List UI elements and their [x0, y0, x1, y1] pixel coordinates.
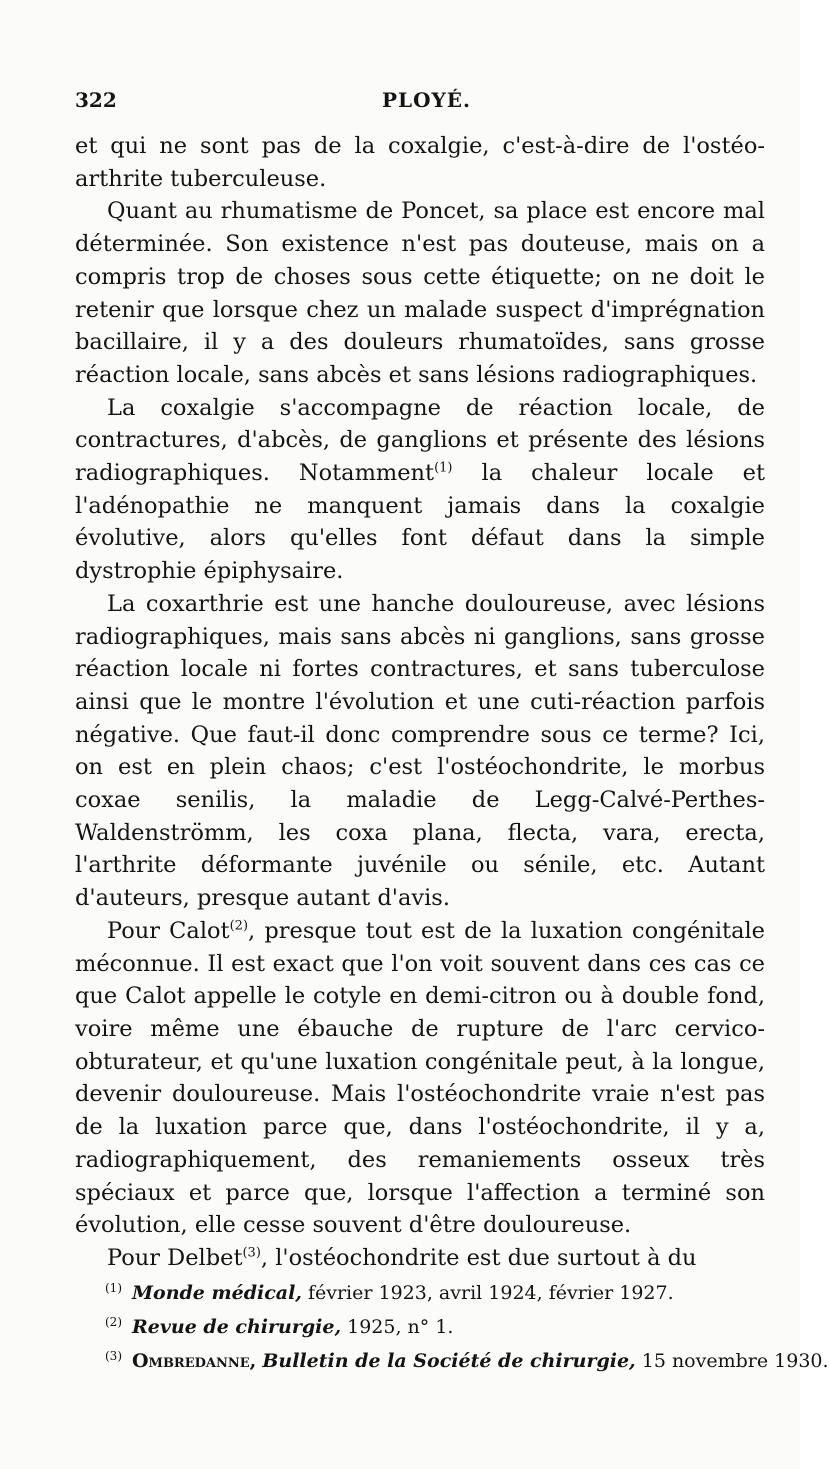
footnote-ref-3: (3): [242, 1245, 261, 1261]
footnote-source: Monde médical,: [132, 1282, 302, 1304]
footnote-details: 15 novembre 1930.: [635, 1350, 829, 1372]
page-header: [75, 88, 775, 118]
running-head: PLOYÉ.: [382, 88, 472, 112]
paragraph-3: [75, 392, 765, 588]
footnote-mark: (3): [105, 1348, 122, 1363]
footnote-1: [105, 1276, 765, 1310]
page-number: 322: [75, 88, 117, 112]
paragraph-5-text-a: Pour Calot: [107, 917, 230, 944]
footnote-details: 1925, n° 1.: [341, 1316, 454, 1338]
body-text: [75, 130, 765, 1275]
footnote-source: Revue de chirurgie,: [132, 1316, 342, 1338]
footnote-3: [105, 1344, 829, 1378]
footnote-author: Ombredanne,: [132, 1350, 257, 1372]
paragraph-3-text-a: La coxalgie s'accompagne de réaction locale, de contractures, d'abcès, de ganglions et présente des lésions radiographiques. Notamment: [75, 394, 765, 487]
paragraph-6-text-a: Pour Delbet: [107, 1244, 243, 1271]
footnote-2: [105, 1310, 765, 1344]
footnotes: [105, 1276, 829, 1378]
footnote-mark: (1): [105, 1280, 122, 1295]
paragraph-5: [75, 915, 765, 1242]
footnote-ref-1: (1): [434, 460, 453, 476]
paragraph-6: [75, 1242, 765, 1275]
paragraph-3-text-b: la chaleur locale et l'adénopathie ne manquent jamais dans la coxalgie évolutive, alors qu'elles font défaut dans la simple dystrophie épiphysaire.: [75, 460, 765, 585]
footnote-source: Bulletin de la Société de chirurgie,: [262, 1350, 636, 1372]
paragraph-1: et qui ne sont pas de la coxalgie, c'est-à-dire de l'ostéo-arthrite tuberculeuse.: [75, 133, 765, 192]
paragraph-6-text-b: , l'ostéochondrite est due surtout à du: [260, 1244, 697, 1271]
footnote-details: février 1923, avril 1924, février 1927.: [301, 1282, 674, 1304]
paragraph-2: Quant au rhumatisme de Poncet, sa place est encore mal déterminée. Son existence n'est pas douteuse, mais on a compris trop de choses sous cette étiquette; on ne doit le retenir que lorsque chez un malade suspect d'imprégnation bacillaire, il y a des douleurs rhumatoïdes, sans grosse réaction locale, sans abcès et sans lésions radiographiques.: [75, 198, 765, 388]
paragraph-5-text-b: , presque tout est de la luxation congénitale méconnue. Il est exact que l'on voit souvent dans ces cas ce que Calot appelle le cotyle en demi-citron ou à double fond, voire même une ébauche de rupture de l'arc cervico-obturateur, et qu'une luxation congénitale peut, à la longue, devenir douloureuse. Mais l'ostéochondrite vraie n'est pas de la luxation parce que, dans l'ostéochondrite, il y a, radiographiquement, des remaniements osseux très spéciaux et parce que, lorsque l'affection a terminé son évolution, elle cesse souvent d'être douloureuse.: [75, 917, 765, 1239]
footnote-mark: (2): [105, 1314, 122, 1329]
footnote-ref-2: (2): [229, 918, 249, 934]
paragraph-4: La coxarthrie est une hanche douloureuse, avec lésions radiographiques, mais sans abcès ni ganglions, sans grosse réaction locale ni fortes contractures, et sans tuberculose ainsi que le montre l'évolution et une cuti-réaction parfois négative. Que faut-il donc comprendre sous ce terme? Ici, on est en plein chaos; c'est l'ostéochondrite, le morbus coxae senilis, la maladie de Legg-Calvé-Perthes-Waldenströmm, les coxa plana, flecta, vara, erecta, l'arthrite déformante juvénile ou sénile, etc. Autant d'auteurs, presque autant d'avis.: [75, 590, 765, 912]
